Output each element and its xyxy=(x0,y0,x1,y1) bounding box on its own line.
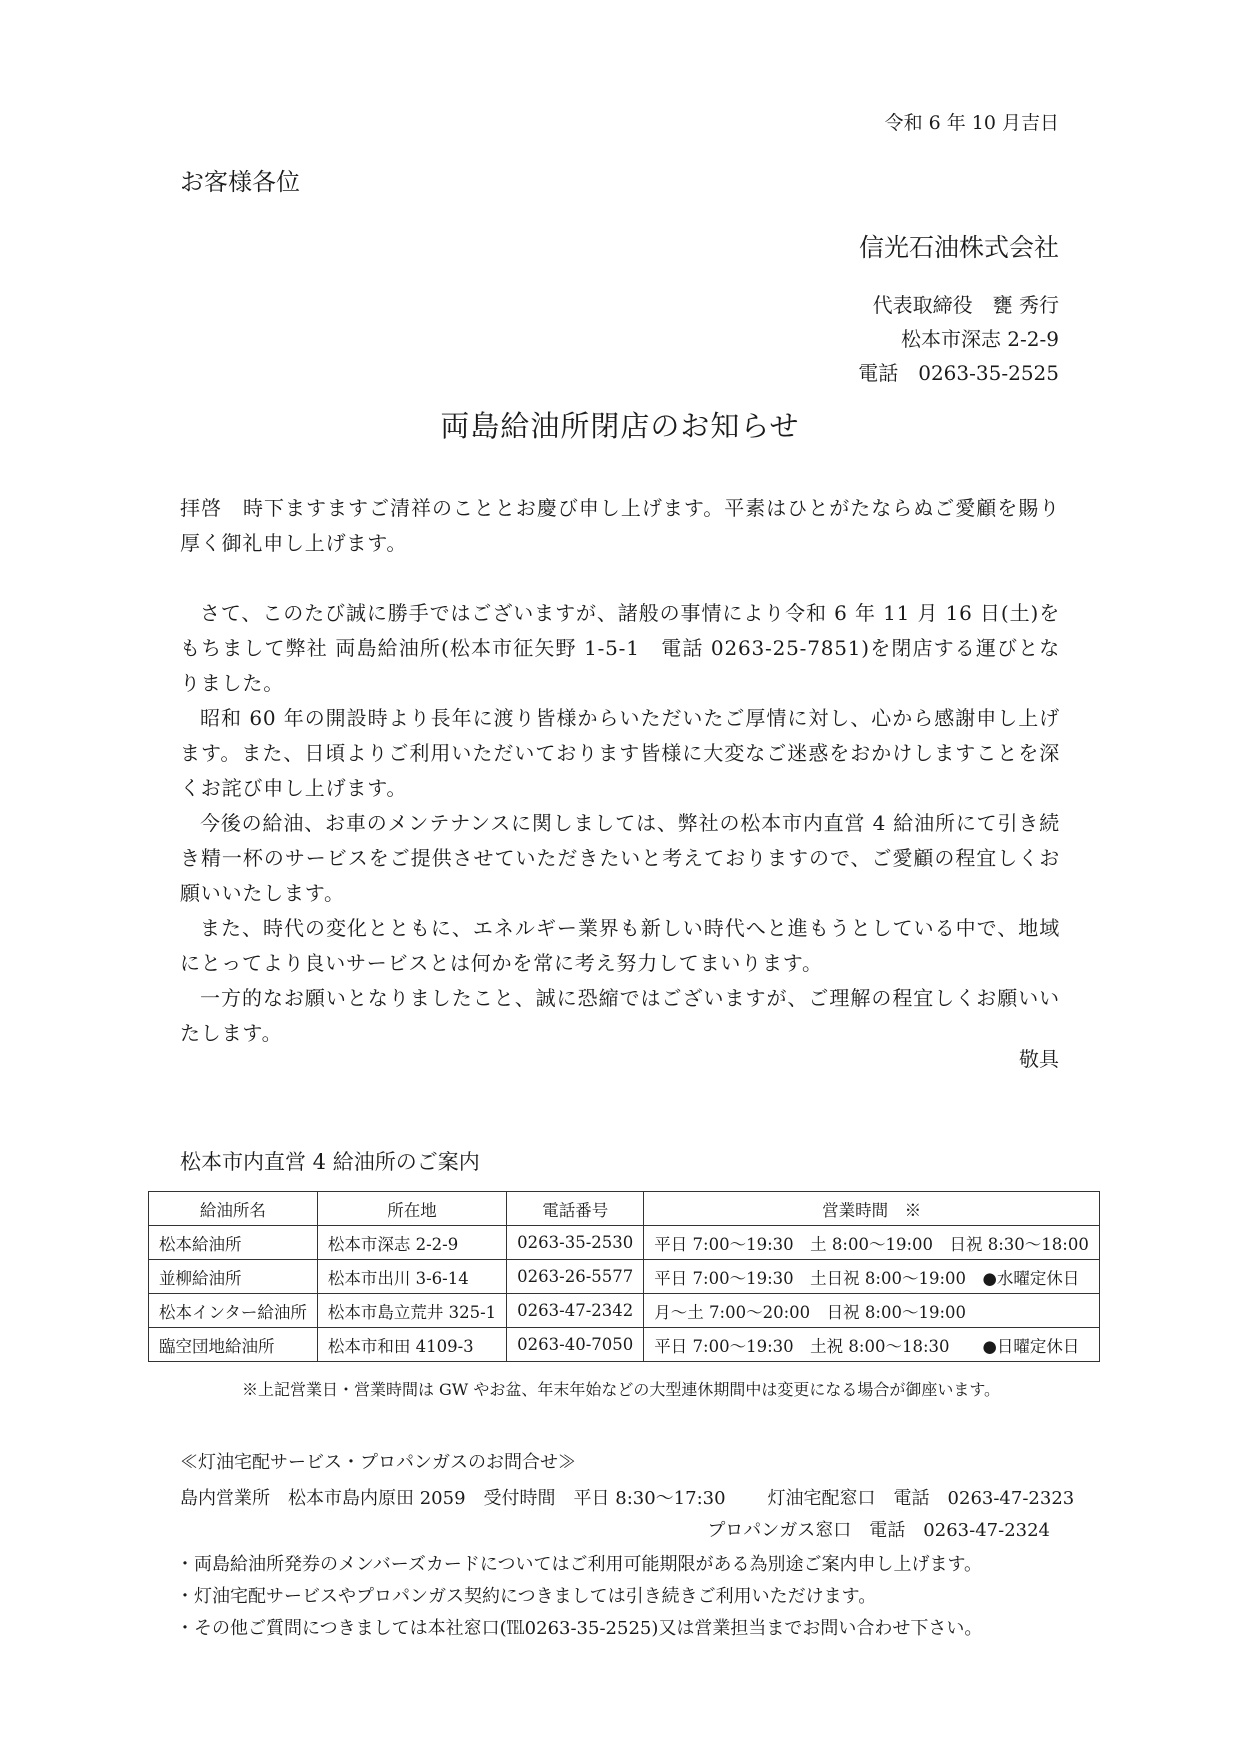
header-hours: 営業時間 ※ xyxy=(644,1192,1100,1226)
sender-address: 松本市深志 2-2-9 xyxy=(900,327,1059,351)
station-address: 松本市和田 4109-3 xyxy=(317,1328,506,1362)
paragraph-closure: さて、このたび誠に勝手ではございますが、諸般の事情により令和 6 年 11 月 16 日(土)をもちまして弊社 両島給油所(松本市征矢野 1-5-1 電話 0263-25-7851)を閉店する運びとなりました。 xyxy=(180,601,1060,695)
paragraph-future: 今後の給油、お車のメンテナンスに関しましては、弊社の松本市内直営 4 給油所にて引き続き精一杯のサービスをご提供させていただきたいと考えておりますので、ご愛顧の程宜しくお願いいたします。 xyxy=(180,811,1060,905)
header-phone: 電話番号 xyxy=(507,1192,644,1226)
inquiry-office: 島内営業所 松本市島内原田 2059 受付時間 平日 8:30～17:30 xyxy=(180,1488,726,1509)
table-row xyxy=(149,1226,1100,1260)
addressee: お客様各位 xyxy=(180,168,300,196)
header-address: 所在地 xyxy=(317,1192,506,1226)
kerosene-contact: 灯油宅配窓口 電話 0263-47-2323 xyxy=(767,1488,1075,1509)
station-address: 松本市出川 3-6-14 xyxy=(317,1260,506,1294)
propane-contact-row xyxy=(180,1516,1050,1542)
station-hours: 平日 7:00～19:30 土 8:00～19:00 日祝 8:30～18:00 xyxy=(644,1226,1100,1260)
station-hours: 月～土 7:00～20:00 日祝 8:00～19:00 xyxy=(644,1294,1100,1328)
station-phone: 0263-35-2530 xyxy=(507,1226,644,1260)
station-phone: 0263-26-5577 xyxy=(507,1260,644,1294)
station-name: 松本給油所 xyxy=(149,1226,318,1260)
station-phone: 0263-40-7050 xyxy=(507,1328,644,1362)
notice-list xyxy=(176,1549,982,1645)
table-header-row xyxy=(149,1192,1100,1226)
station-name: 松本インター給油所 xyxy=(149,1294,318,1328)
table-row xyxy=(149,1328,1100,1362)
list-item: ・灯油宅配サービスやプロパンガス契約につきましては引き続きご利用いただけます。 xyxy=(176,1586,877,1607)
stations-title: 松本市内直営 4 給油所のご案内 xyxy=(180,1150,480,1174)
sender-phone: 電話 0263-35-2525 xyxy=(858,361,1059,385)
company-name: 信光石油株式会社 xyxy=(858,233,1059,262)
station-phone: 0263-47-2342 xyxy=(507,1294,644,1328)
paragraph-gap xyxy=(180,561,1060,596)
paragraph-apology: 一方的なお願いとなりましたこと、誠に恐縮ではございますが、ご理解の程宜しくお願いいたします。 xyxy=(180,986,1060,1045)
inquiry-office-row xyxy=(180,1484,1075,1510)
paragraph-thanks: 昭和 60 年の開設時より長年に渡り皆様からいただいたご厚情に対し、心から感謝申し上げます。また、日頃よりご利用いただいております皆様に大変なご迷惑をおかけしますことを深くお詫び申し上げます。 xyxy=(180,706,1060,800)
station-hours: 平日 7:00～19:30 土日祝 8:00～19:00 ●水曜定休日 xyxy=(644,1260,1100,1294)
station-hours: 平日 7:00～19:30 土祝 8:00～18:30 ●日曜定休日 xyxy=(644,1328,1100,1362)
station-address: 松本市島立荒井 325-1 xyxy=(317,1294,506,1328)
page-title: 両島給油所閉店のお知らせ xyxy=(440,409,800,443)
sender-block xyxy=(858,288,1059,390)
table-note: ※上記営業日・営業時間は GW やお盆、年末年始などの大型連休期間中は変更になる場合が御座います。 xyxy=(241,1380,1001,1399)
closing-word: 敬具 xyxy=(1019,1047,1059,1071)
stations-table xyxy=(148,1191,1100,1362)
paragraph-effort: また、時代の変化とともに、エネルギー業界も新しい時代へと進もうとしている中で、地域にとってより良いサービスとは何かを常に考え努力してまいります。 xyxy=(180,916,1060,975)
representative: 代表取締役 甕 秀行 xyxy=(872,293,1059,317)
header-station-name: 給油所名 xyxy=(149,1192,318,1226)
station-name: 並柳給油所 xyxy=(149,1260,318,1294)
greeting: 拝啓 時下ますますご清祥のこととお慶び申し上げます。平素はひとがたならぬご愛顧を賜り厚く御礼申し上げます。 xyxy=(180,496,1060,555)
station-address: 松本市深志 2-2-9 xyxy=(317,1226,506,1260)
inquiry-heading: ≪灯油宅配サービス・プロパンガスのお問合せ≫ xyxy=(180,1452,576,1473)
table-row xyxy=(149,1260,1100,1294)
list-item: ・その他ご質問につきましては本社窓口(℡0263-35-2525)又は営業担当までお問い合わせ下さい。 xyxy=(176,1618,983,1639)
station-name: 臨空団地給油所 xyxy=(149,1328,318,1362)
propane-contact: プロパンガス窓口 電話 0263-47-2324 xyxy=(707,1520,1050,1541)
list-item: ・両島給油所発券のメンバーズカードについてはご利用可能期限がある為別途ご案内申し上げます。 xyxy=(176,1554,983,1575)
letter-body xyxy=(180,491,1060,1051)
letter-date: 令和 6 年 10 月吉日 xyxy=(884,112,1059,134)
table-row xyxy=(149,1294,1100,1328)
